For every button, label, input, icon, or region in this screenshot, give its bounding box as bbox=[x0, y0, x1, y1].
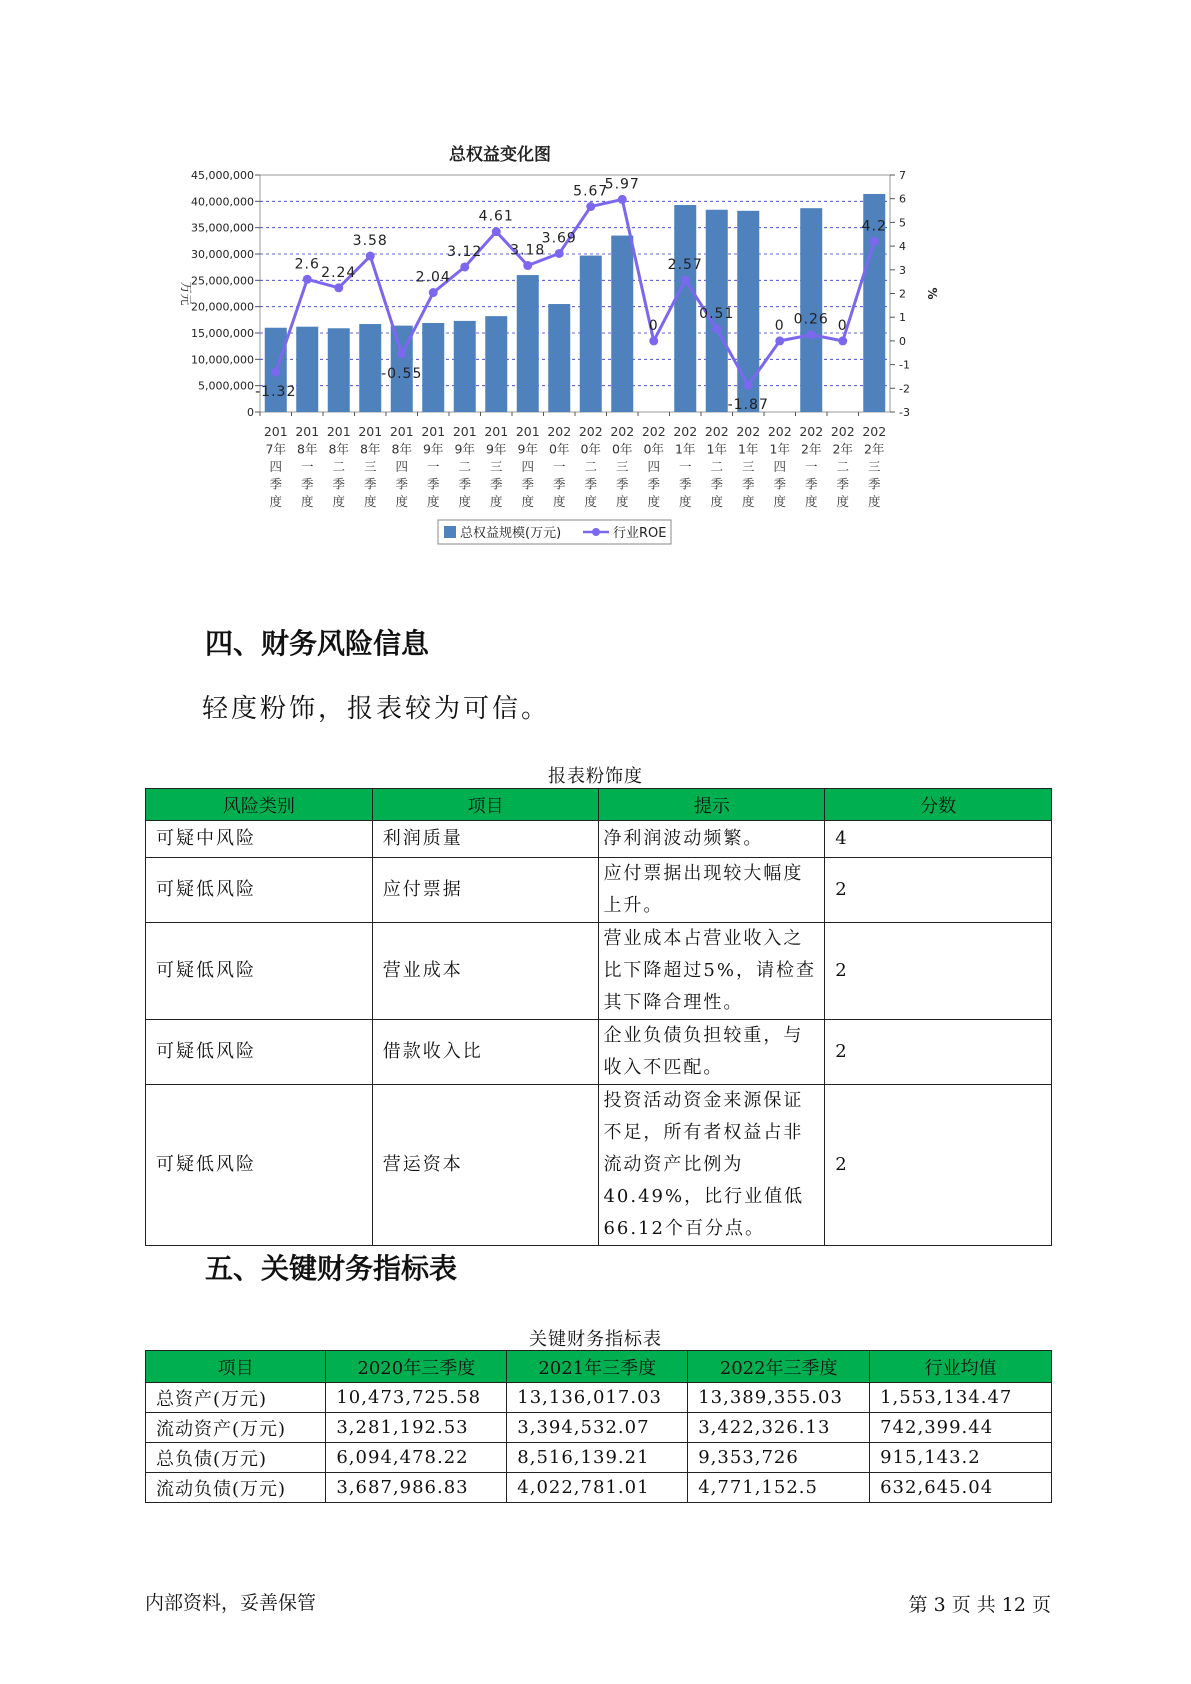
x-category-label: 四 bbox=[269, 459, 283, 474]
section-5-title: 五、关键财务指标表 bbox=[205, 1252, 458, 1285]
x-category-label: 202 bbox=[767, 424, 792, 439]
header-cell: 2021年三季度 bbox=[507, 1351, 688, 1383]
fin-item-cell: 流动资产(万元) bbox=[146, 1413, 326, 1443]
fin-table-row bbox=[146, 1473, 1052, 1503]
left-tick-label: 15,000,000 bbox=[191, 327, 254, 340]
x-category-label: 202 bbox=[641, 424, 666, 439]
x-category-label: 季 bbox=[584, 476, 598, 492]
risk-cell-item: 营业成本 bbox=[372, 923, 599, 1020]
header-cell: 行业均值 bbox=[870, 1351, 1052, 1383]
right-tick-label: 0 bbox=[899, 334, 906, 348]
bar-total-equity bbox=[328, 328, 350, 412]
key-financial-table bbox=[145, 1350, 1052, 1503]
x-category-label: 1年 bbox=[675, 441, 696, 457]
x-category-label: 度 bbox=[363, 494, 377, 509]
x-category-label: 202 bbox=[578, 424, 603, 439]
risk-table-row bbox=[146, 858, 1052, 923]
x-category-label: 8年 bbox=[328, 441, 349, 457]
risk-cell-score: 2 bbox=[825, 1085, 1052, 1246]
roe-data-label: 4.2 bbox=[861, 218, 887, 235]
x-category-label: 0年 bbox=[549, 441, 570, 457]
x-category-label: 季 bbox=[395, 476, 409, 492]
risk-cell-item: 利润质量 bbox=[372, 821, 599, 858]
x-category-label: 季 bbox=[300, 476, 314, 492]
risk-cell-hint: 企业负债负担较重，与收入不匹配。 bbox=[599, 1020, 825, 1085]
x-category-label: 201 bbox=[421, 424, 446, 439]
roe-data-label: 0.26 bbox=[793, 311, 829, 328]
risk-table bbox=[145, 788, 1052, 1246]
bar-total-equity bbox=[548, 304, 570, 412]
roe-data-label: 2.24 bbox=[321, 264, 357, 281]
fin-table-caption: 关键财务指标表 bbox=[529, 1329, 662, 1350]
y-axis-left-title: 万元 bbox=[179, 281, 193, 306]
left-tick-label: 10,000,000 bbox=[191, 353, 254, 367]
roe-point bbox=[618, 195, 627, 204]
x-category-label: 季 bbox=[363, 476, 377, 492]
x-category-label: 四 bbox=[395, 459, 409, 474]
bar-total-equity bbox=[454, 321, 476, 412]
x-category-label: 201 bbox=[295, 424, 320, 439]
risk-summary: 轻度粉饰，报表较为可信。 bbox=[202, 694, 551, 724]
fin-value-cell: 9,353,726 bbox=[688, 1443, 870, 1473]
fin-value-cell: 4,022,781.01 bbox=[507, 1473, 688, 1503]
x-category-label: 201 bbox=[484, 424, 509, 439]
roe-point bbox=[649, 336, 658, 345]
risk-cell-category: 可疑低风险 bbox=[146, 1020, 373, 1085]
x-category-label: 202 bbox=[799, 424, 824, 439]
x-category-label: 1年 bbox=[769, 441, 790, 457]
x-category-label: 度 bbox=[867, 494, 881, 509]
x-category-label: 2年 bbox=[864, 441, 885, 457]
x-category-label: 二 bbox=[710, 459, 724, 474]
roe-data-label: 2.04 bbox=[415, 269, 451, 286]
x-category-label: 一 bbox=[678, 459, 692, 474]
x-category-label: 季 bbox=[804, 476, 818, 492]
right-tick-label: 5 bbox=[899, 216, 906, 230]
header-cell: 风险类别 bbox=[146, 789, 373, 821]
plot-area bbox=[260, 175, 890, 412]
bar-total-equity bbox=[359, 324, 381, 412]
header-cell: 项目 bbox=[146, 1351, 326, 1383]
roe-data-label: 0 bbox=[837, 317, 848, 334]
roe-data-label: -1.32 bbox=[255, 384, 297, 401]
x-category-label: 1年 bbox=[738, 441, 759, 457]
roe-data-label: 3.18 bbox=[510, 242, 546, 259]
x-category-label: 202 bbox=[862, 424, 887, 439]
roe-point bbox=[334, 283, 343, 292]
x-category-label: 四 bbox=[647, 459, 661, 474]
x-category-label: 季 bbox=[741, 476, 755, 492]
roe-data-label: -1.87 bbox=[727, 397, 769, 414]
x-category-label: 度 bbox=[647, 494, 661, 509]
roe-point bbox=[397, 349, 406, 358]
x-category-label: 季 bbox=[836, 476, 850, 492]
x-category-label: 9年 bbox=[423, 441, 444, 457]
x-category-label: 二 bbox=[332, 459, 346, 474]
x-category-label: 201 bbox=[515, 424, 540, 439]
roe-point bbox=[681, 275, 690, 284]
left-tick-label: 20,000,000 bbox=[191, 300, 254, 314]
bar-total-equity bbox=[674, 205, 696, 412]
roe-data-label: 5.67 bbox=[573, 183, 609, 200]
x-category-label: 0年 bbox=[580, 441, 601, 457]
x-category-label: 201 bbox=[452, 424, 477, 439]
x-category-label: 201 bbox=[358, 424, 383, 439]
x-category-label: 度 bbox=[269, 494, 283, 509]
right-tick-label: 3 bbox=[899, 263, 906, 277]
fin-value-cell: 6,094,478.22 bbox=[326, 1443, 507, 1473]
x-category-label: 季 bbox=[647, 476, 661, 492]
fin-table-header bbox=[146, 1351, 1052, 1383]
roe-point bbox=[492, 227, 501, 236]
header-cell: 提示 bbox=[599, 789, 825, 821]
right-tick-label: -1 bbox=[899, 358, 910, 372]
x-category-label: 度 bbox=[741, 494, 755, 509]
roe-point bbox=[744, 381, 753, 390]
left-tick-label: 40,000,000 bbox=[191, 195, 254, 209]
fin-value-cell: 3,281,192.53 bbox=[326, 1413, 507, 1443]
bar-total-equity bbox=[611, 236, 633, 412]
header-cell: 2022年三季度 bbox=[688, 1351, 870, 1383]
x-category-label: 季 bbox=[773, 476, 787, 492]
x-category-label: 季 bbox=[426, 476, 440, 492]
left-tick-label: 5,000,000 bbox=[198, 379, 254, 393]
x-category-label: 度 bbox=[300, 494, 314, 509]
fin-value-cell: 742,399.44 bbox=[870, 1413, 1052, 1443]
risk-cell-score: 2 bbox=[825, 1020, 1052, 1085]
right-tick-label: 4 bbox=[899, 240, 906, 254]
risk-table-row bbox=[146, 1085, 1052, 1246]
fin-table-row bbox=[146, 1383, 1052, 1413]
roe-data-label: 0 bbox=[774, 317, 785, 334]
x-category-label: 9年 bbox=[486, 441, 507, 457]
roe-point bbox=[460, 262, 469, 271]
x-category-label: 202 bbox=[673, 424, 698, 439]
x-category-label: 8年 bbox=[391, 441, 412, 457]
risk-cell-category: 可疑低风险 bbox=[146, 923, 373, 1020]
fin-value-cell: 3,687,986.83 bbox=[326, 1473, 507, 1503]
total-equity-chart bbox=[170, 140, 1010, 600]
fin-value-cell: 1,553,134.47 bbox=[870, 1383, 1052, 1413]
roe-point bbox=[555, 249, 564, 258]
left-tick-label: 30,000,000 bbox=[191, 248, 254, 261]
x-category-label: 一 bbox=[300, 459, 314, 474]
x-category-label: 0年 bbox=[643, 441, 664, 457]
footer-page-number: 第 3 页 共 12 页 bbox=[908, 1594, 1051, 1616]
x-category-label: 度 bbox=[332, 494, 346, 509]
x-category-label: 202 bbox=[547, 424, 572, 439]
header-cell: 项目 bbox=[372, 789, 599, 821]
fin-table-row bbox=[146, 1443, 1052, 1473]
risk-cell-item: 借款收入比 bbox=[372, 1020, 599, 1085]
x-category-label: 一 bbox=[804, 459, 818, 474]
x-category-label: 2年 bbox=[801, 441, 822, 457]
fin-value-cell: 8,516,139.21 bbox=[507, 1443, 688, 1473]
bar-total-equity bbox=[422, 323, 444, 412]
risk-table-row bbox=[146, 821, 1052, 858]
fin-value-cell: 632,645.04 bbox=[870, 1473, 1052, 1503]
x-category-label: 202 bbox=[736, 424, 761, 439]
x-category-label: 一 bbox=[426, 459, 440, 474]
x-category-label: 9年 bbox=[517, 441, 538, 457]
risk-cell-item: 营运资本 bbox=[372, 1085, 599, 1246]
roe-data-label: 3.58 bbox=[352, 233, 388, 250]
risk-table-row bbox=[146, 923, 1052, 1020]
right-tick-label: 1 bbox=[899, 311, 906, 325]
x-category-label: 度 bbox=[552, 494, 566, 509]
roe-data-label: 2.57 bbox=[667, 256, 703, 273]
fin-value-cell: 915,143.2 bbox=[870, 1443, 1052, 1473]
risk-cell-score: 2 bbox=[825, 858, 1052, 923]
x-category-label: 202 bbox=[830, 424, 855, 439]
x-category-label: 8年 bbox=[360, 441, 381, 457]
x-category-label: 0年 bbox=[612, 441, 633, 457]
x-category-label: 季 bbox=[552, 476, 566, 492]
roe-point bbox=[523, 261, 532, 270]
left-tick-label: 45,000,000 bbox=[191, 169, 254, 182]
x-category-label: 2年 bbox=[832, 441, 853, 457]
x-category-label: 三 bbox=[363, 459, 377, 474]
fin-table-row bbox=[146, 1413, 1052, 1443]
x-category-label: 一 bbox=[552, 459, 566, 474]
roe-point bbox=[366, 252, 375, 261]
risk-cell-hint: 应付票据出现较大幅度上升。 bbox=[599, 858, 825, 923]
chart-svg bbox=[170, 140, 1010, 600]
x-category-label: 202 bbox=[704, 424, 729, 439]
left-tick-label: 25,000,000 bbox=[191, 274, 254, 288]
x-category-label: 7年 bbox=[265, 441, 286, 457]
risk-table-caption: 报表粉饰度 bbox=[548, 766, 643, 787]
x-category-label: 季 bbox=[489, 476, 503, 492]
risk-cell-category: 可疑低风险 bbox=[146, 1085, 373, 1246]
roe-point bbox=[807, 330, 816, 339]
fin-value-cell: 10,473,725.58 bbox=[326, 1383, 507, 1413]
roe-data-label: 0.51 bbox=[699, 305, 735, 322]
x-category-label: 201 bbox=[389, 424, 414, 439]
roe-point bbox=[303, 275, 312, 284]
x-category-label: 度 bbox=[678, 494, 692, 509]
roe-data-label: 5.97 bbox=[604, 176, 640, 193]
x-category-label: 二 bbox=[836, 459, 850, 474]
x-category-label: 9年 bbox=[454, 441, 475, 457]
fin-value-cell: 3,422,326.13 bbox=[688, 1413, 870, 1443]
roe-point bbox=[586, 202, 595, 211]
left-tick-label: 35,000,000 bbox=[191, 221, 254, 235]
legend-line-marker bbox=[592, 528, 600, 536]
x-category-label: 201 bbox=[263, 424, 288, 439]
x-category-label: 度 bbox=[426, 494, 440, 509]
x-category-label: 季 bbox=[458, 476, 472, 492]
x-category-label: 度 bbox=[584, 494, 598, 509]
x-category-label: 三 bbox=[741, 459, 755, 474]
fin-value-cell: 3,394,532.07 bbox=[507, 1413, 688, 1443]
fin-value-cell: 13,136,017.03 bbox=[507, 1383, 688, 1413]
x-category-label: 三 bbox=[489, 459, 503, 474]
header-cell: 分数 bbox=[825, 789, 1052, 821]
bar-total-equity bbox=[517, 275, 539, 412]
risk-cell-hint: 净利润波动频繁。 bbox=[599, 821, 825, 858]
x-category-label: 度 bbox=[773, 494, 787, 509]
risk-cell-item: 应付票据 bbox=[372, 858, 599, 923]
right-tick-label: -2 bbox=[899, 382, 910, 396]
x-category-label: 度 bbox=[521, 494, 535, 509]
roe-point bbox=[271, 368, 280, 377]
roe-data-label: 3.12 bbox=[447, 243, 483, 260]
x-category-label: 二 bbox=[584, 459, 598, 474]
risk-cell-category: 可疑中风险 bbox=[146, 821, 373, 858]
risk-cell-hint: 投资活动资金来源保证不足，所有者权益占非流动资产比例为40.49%，比行业值低66.12个百分点。 bbox=[599, 1085, 825, 1246]
x-category-label: 季 bbox=[678, 476, 692, 492]
fin-item-cell: 流动负债(万元) bbox=[146, 1473, 326, 1503]
risk-table-header bbox=[146, 789, 1052, 821]
x-category-label: 度 bbox=[458, 494, 472, 509]
x-category-label: 季 bbox=[615, 476, 629, 492]
risk-cell-category: 可疑低风险 bbox=[146, 858, 373, 923]
risk-cell-hint: 营业成本占营业收入之比下降超过5%，请检查其下降合理性。 bbox=[599, 923, 825, 1020]
footer-confidential: 内部资料，妥善保管 bbox=[145, 1592, 317, 1614]
bar-total-equity bbox=[580, 256, 602, 412]
roe-point bbox=[712, 324, 721, 333]
x-category-label: 二 bbox=[458, 459, 472, 474]
x-category-label: 度 bbox=[804, 494, 818, 509]
x-category-label: 季 bbox=[867, 476, 881, 492]
x-category-label: 度 bbox=[615, 494, 629, 509]
roe-data-label: 2.6 bbox=[294, 256, 320, 273]
roe-data-label: 4.61 bbox=[478, 208, 514, 225]
roe-point bbox=[838, 336, 847, 345]
fin-value-cell: 4,771,152.5 bbox=[688, 1473, 870, 1503]
x-category-label: 度 bbox=[395, 494, 409, 509]
x-category-label: 度 bbox=[489, 494, 503, 509]
fin-value-cell: 13,389,355.03 bbox=[688, 1383, 870, 1413]
fin-item-cell: 总资产(万元) bbox=[146, 1383, 326, 1413]
left-tick-label: 0 bbox=[247, 406, 254, 419]
risk-cell-score: 4 bbox=[825, 821, 1052, 858]
bar-total-equity bbox=[485, 316, 507, 412]
x-category-label: 8年 bbox=[297, 441, 318, 457]
right-tick-label: 6 bbox=[899, 192, 906, 206]
section-4-title: 四、财务风险信息 bbox=[205, 627, 430, 660]
x-category-label: 三 bbox=[867, 459, 881, 474]
chart-title: 总权益变化图 bbox=[449, 145, 551, 165]
roe-point bbox=[870, 237, 879, 246]
legend-bar-label: 总权益规模(万元) bbox=[460, 526, 562, 541]
right-tick-label: 7 bbox=[899, 169, 906, 182]
legend-bar-swatch bbox=[444, 526, 456, 538]
roe-point bbox=[429, 288, 438, 297]
x-category-label: 季 bbox=[710, 476, 724, 492]
x-category-label: 1年 bbox=[706, 441, 727, 457]
x-category-label: 度 bbox=[836, 494, 850, 509]
x-category-label: 202 bbox=[610, 424, 635, 439]
x-category-label: 四 bbox=[773, 459, 787, 474]
x-category-label: 三 bbox=[615, 459, 629, 474]
legend-line-label: 行业ROE bbox=[613, 526, 667, 541]
roe-data-label: 0 bbox=[648, 317, 659, 334]
roe-point bbox=[775, 336, 784, 345]
header-cell: 2020年三季度 bbox=[326, 1351, 507, 1383]
x-category-label: 季 bbox=[269, 476, 283, 492]
bar-total-equity bbox=[800, 208, 822, 412]
roe-data-label: -0.55 bbox=[381, 365, 423, 382]
bar-total-equity bbox=[296, 327, 318, 412]
risk-cell-score: 2 bbox=[825, 923, 1052, 1020]
fin-item-cell: 总负债(万元) bbox=[146, 1443, 326, 1473]
x-category-label: 季 bbox=[521, 476, 535, 492]
x-category-label: 度 bbox=[710, 494, 724, 509]
right-tick-label: -3 bbox=[899, 406, 910, 419]
risk-table-row bbox=[146, 1020, 1052, 1085]
x-category-label: 201 bbox=[326, 424, 351, 439]
y-axis-right-title: % bbox=[925, 287, 939, 300]
x-category-label: 季 bbox=[332, 476, 346, 492]
x-category-label: 四 bbox=[521, 459, 535, 474]
right-tick-label: 2 bbox=[899, 287, 906, 301]
roe-data-label: 3.69 bbox=[541, 230, 577, 247]
